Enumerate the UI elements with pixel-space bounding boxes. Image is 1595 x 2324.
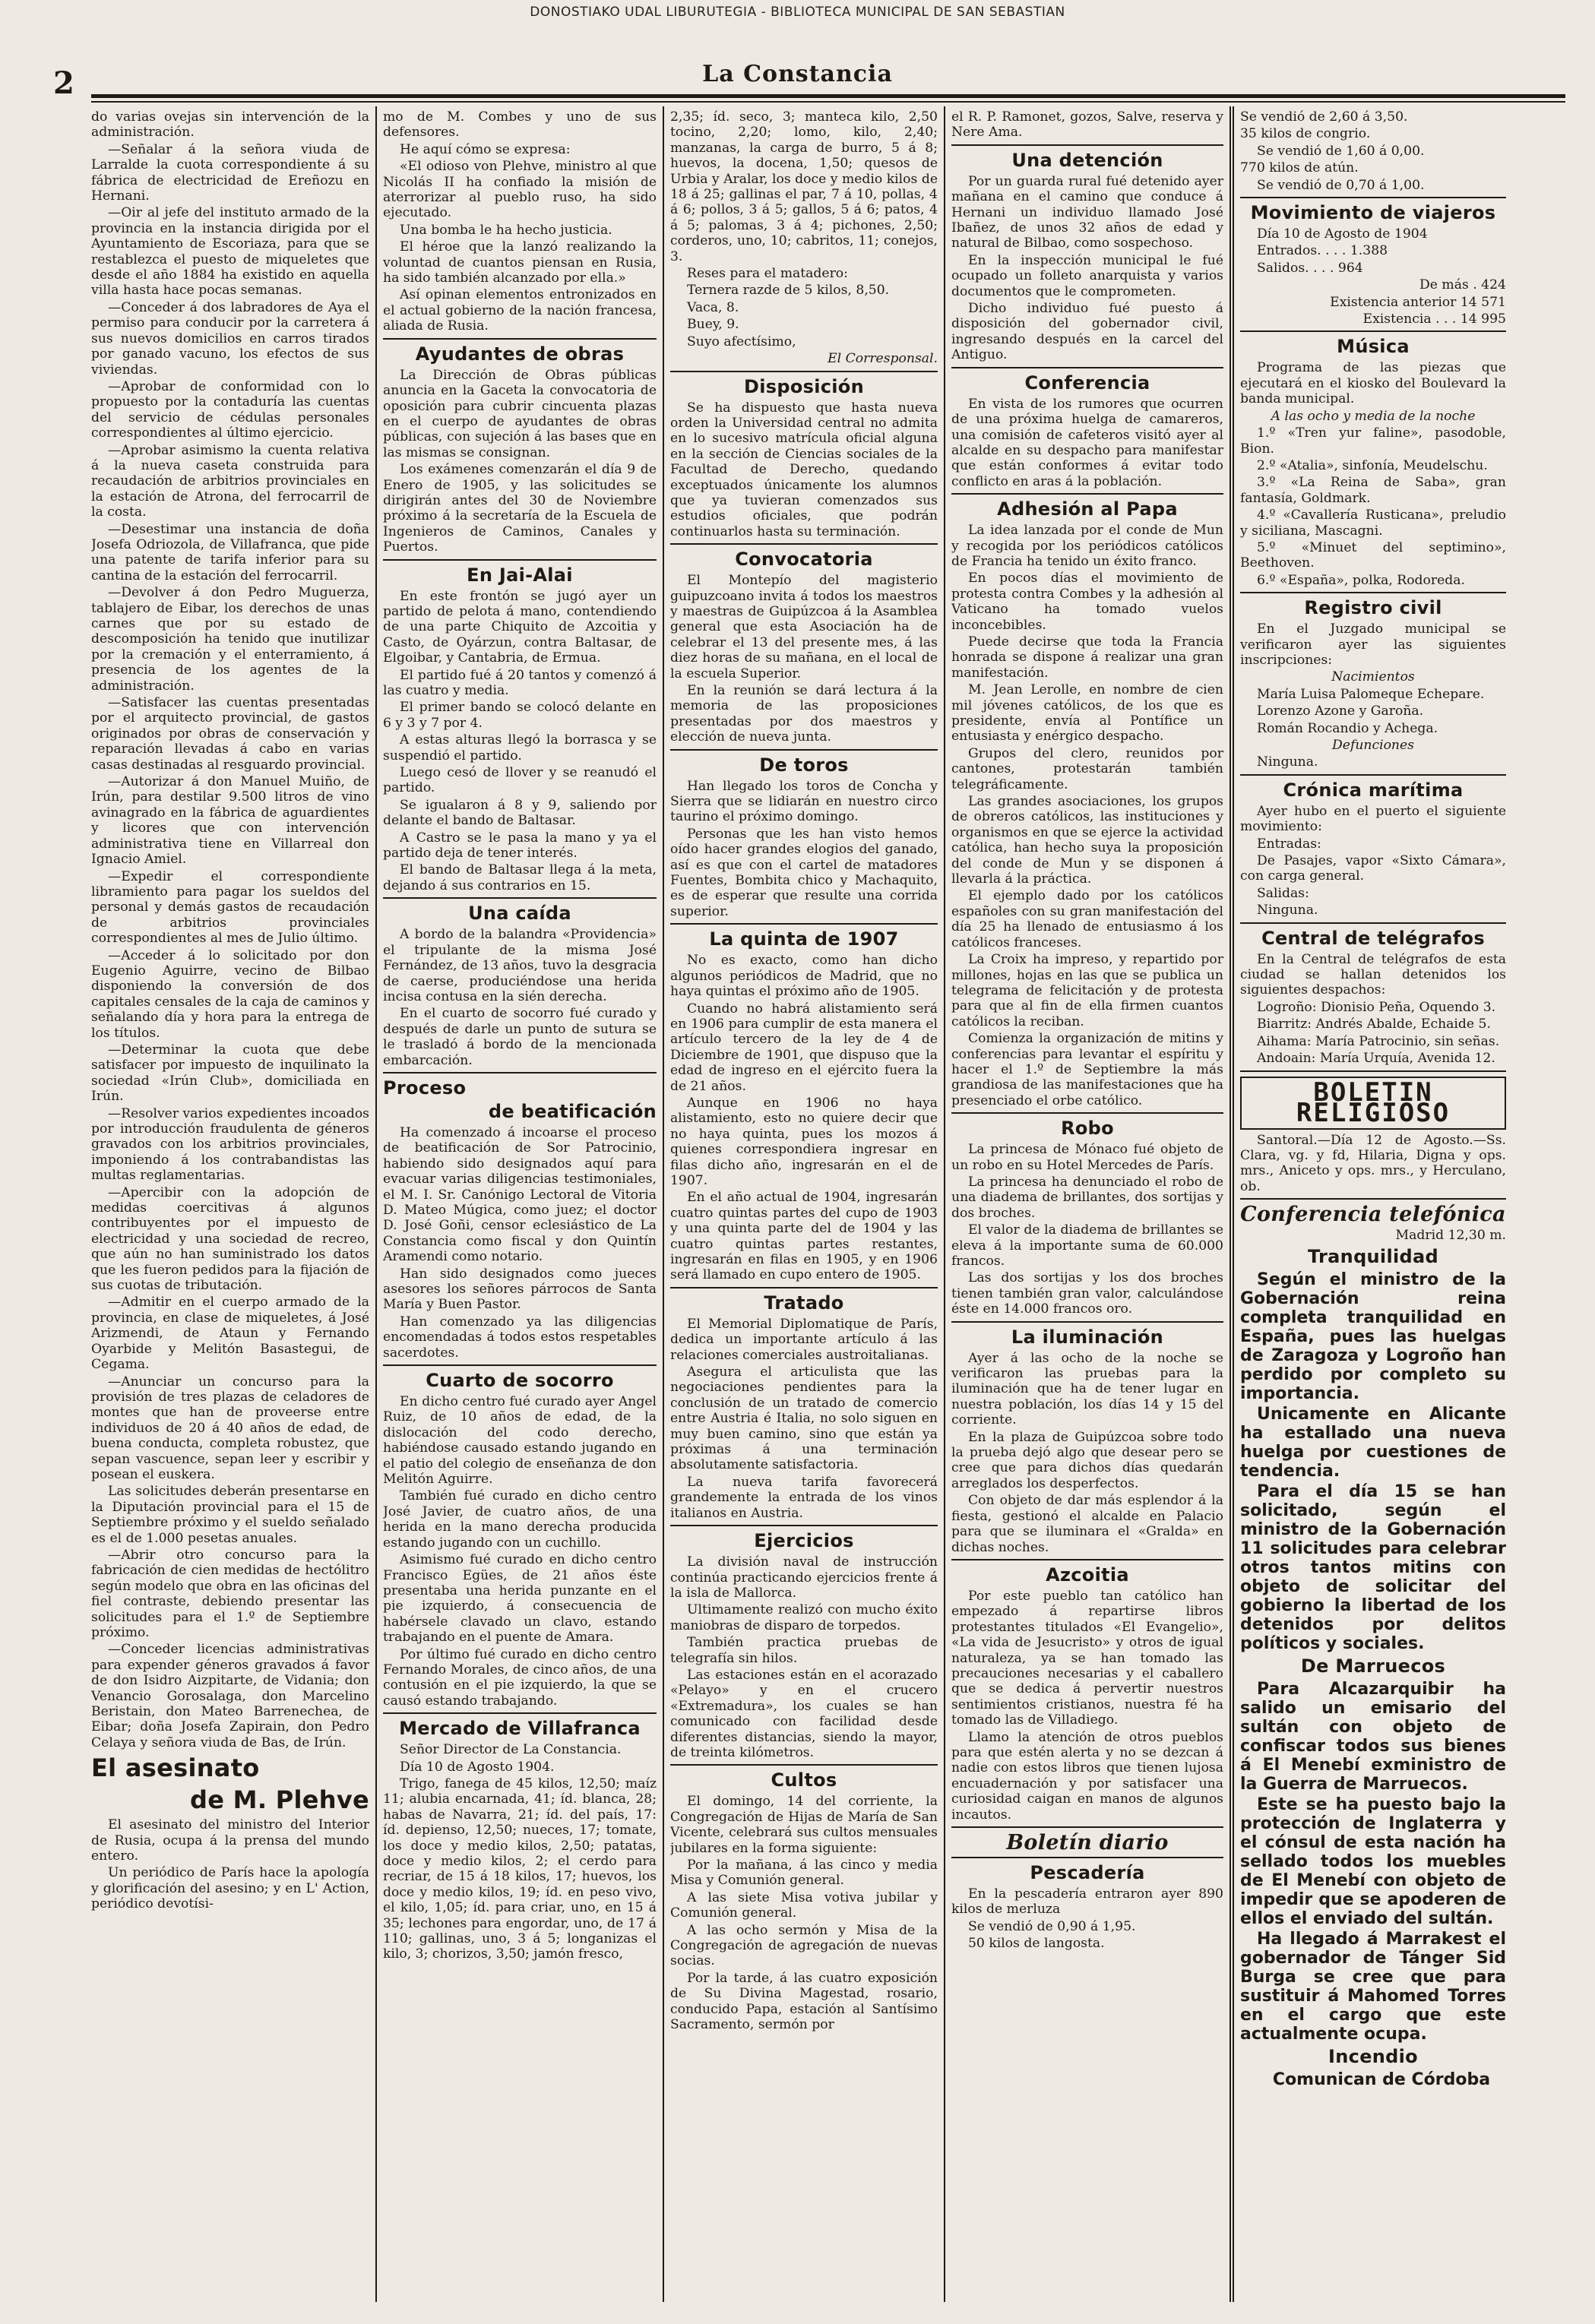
section-rule — [670, 1764, 938, 1766]
article-paragraph: —Conceder licencias administrativas para expender géneros gravados á favor de don Isidro Aizpitarte, de Vidania; don Venancio Gorosalaga, don Marcelino Beristain, don Mateo Barrenechea, de Eibar; doña Josefa Zapirain, don Pedro Celaya y señora viuda de Bas, de Irún. — [91, 1642, 369, 1750]
article-paragraph: Programa de las piezas que ejecutará en el kiosko del Boulevard la banda municipal. — [1240, 360, 1506, 407]
section-rule — [951, 1321, 1223, 1323]
article-paragraph: Por último fué curado en dicho centro Fernando Morales, de cinco años, de una contusión en el pie izquierdo, la que se causó estando trabajando. — [383, 1646, 657, 1709]
article-paragraph: Comunican de Córdoba — [1272, 2069, 1491, 2089]
article-paragraph: el R. P. Ramonet, gozos, Salve, reserva y Nere Ama. — [951, 109, 1223, 141]
article-paragraph: —Satisfacer las cuentas presentadas por el arquitecto provincial, de gastos originados por obras de conservación y reparación llevadas á cabo en varias casas destinadas al resguardo provincial. — [91, 695, 369, 773]
section-rule — [670, 923, 938, 925]
article-paragraph: Vaca, 8. — [687, 299, 739, 315]
section-rule — [1240, 1198, 1506, 1200]
archive-banner: DONOSTIAKO UDAL LIBURUTEGIA - BIBLIOTECA MUNICIPAL DE SAN SEBASTIAN — [530, 5, 1065, 20]
section-rule — [1240, 330, 1506, 332]
article-paragraph: Logroño: Dionisio Peña, Oquendo 3. — [1257, 999, 1496, 1015]
section-rule — [1240, 592, 1506, 593]
article-paragraph: A estas alturas llegó la borrasca y se suspendió el partido. — [383, 732, 657, 764]
article-paragraph: En el cuarto de socorro fué curado y después de darle un punto de sutura se le trasladó á bordo de la mencionada embarcación. — [383, 1006, 657, 1068]
article-paragraph: El asesinato del ministro del Interior de Rusia, ocupa á la prensa del mundo entero. — [91, 1817, 369, 1864]
article-paragraph: Las grandes asociaciones, los grupos de obreros católicos, las instituciones y organismos en que se ejerce la actividad católica, han hecho suya la proposición del conde de Mun y se disponen á llevarla á la práctica. — [951, 794, 1223, 887]
article-paragraph: Lorenzo Azone y Garoña. — [1257, 704, 1424, 719]
column-1 — [91, 109, 369, 2297]
article-paragraph: También practica pruebas de telegrafía sin hilos. — [670, 1635, 938, 1666]
article-paragraph: Andoain: María Urquía, Avenida 12. — [1257, 1051, 1495, 1067]
article-paragraph: Se vendió de 0,70 á 1,00. — [1257, 177, 1425, 193]
article-paragraph: El valor de la diadema de brillantes se eleva á la importante suma de 60.000 francos. — [951, 1222, 1223, 1269]
article-paragraph: 1.º «Tren yur faline», pasodoble, Bion. — [1240, 425, 1506, 457]
column-divider — [663, 106, 664, 2302]
article-paragraph: Comienza la organización de mitins y conferencias para levantar el espíritu y hacer el 1.º de Septiembre la más grandiosa de las manifestaciones que ha presenciado el orbe católico. — [951, 1031, 1223, 1108]
article-paragraph: «El odioso von Plehve, ministro al que Nicolás II ha confiado la misión de aterrorizar al pueblo ruso, ha sido ejecutado. — [383, 159, 657, 221]
article-paragraph: 770 kilos de atún. — [1240, 160, 1359, 176]
section-rule — [670, 1525, 938, 1526]
article-paragraph: Las estaciones están en el acorazado «Pelayo» y en el crucero «Extremadura», los cuales se han comunicado con facilidad desde diferentes distancias, siendo la mayor, de treinta kilómetros. — [670, 1667, 938, 1760]
column-4 — [951, 109, 1223, 2297]
article-paragraph: El Memorial Diplomatique de París, dedica un importante artículo á las relaciones comerciales austroitalianas. — [670, 1316, 938, 1363]
section-rule — [951, 1857, 1223, 1858]
article-paragraph: Ayer á las ocho de la noche se verificaron las pruebas para la iluminación que ha de tener lugar en nuestra población, los días 14 y 15 del corriente. — [951, 1350, 1223, 1428]
column-divider — [375, 106, 377, 2302]
article-paragraph: Llamo la atención de otros pueblos para que estén alerta y no se dezcan á nadie con estos libros que tienen lujosa encuadernación y por satisfacer una curiosidad caigan en manos de algunos incautos. — [951, 1729, 1223, 1823]
section-rule — [951, 1112, 1223, 1114]
article-paragraph: Salidos. . . . 964 — [1257, 260, 1363, 276]
article-paragraph: —Expedir el correspondiente libramiento para pagar los sueldos del personal y demás gastos de recaudación de arbitrios provinciales correspondientes al mes de Julio último. — [91, 868, 369, 947]
article-paragraph: Trigo, fanega de 45 kilos, 12,50; maíz 11; alubia encarnada, 41; íd. blanca, 28; habas de Navarra, 21; íd. del país, 17: íd. depienso, 12,50; nueces, 17; tomate, los doce y medio kilos, 2,50; patatas, doce y medio kilos, 2; el cerdo para recriar, de 15 á 18 kilos, 17; huevos, los doce y medio kilos, 19; íd. en peso vivo, el kilo, 1,05; íd. para criar, uno, en 15 á 35; lechones para engordar, uno, de 17 á 110; gallinas, uno, 3 á 5; longanizas el kilo, 3; chorizos, 3,50; jamón fresco, — [383, 1775, 657, 1962]
article-paragraph: Día 10 de Agosto de 1904 — [1257, 226, 1428, 242]
article-paragraph: Buey, 9. — [687, 317, 739, 333]
section-headline: Azcoitia — [1046, 1564, 1129, 1586]
section-headline: El asesinato — [91, 1753, 260, 1783]
section-headline: Mercado de Villafranca — [399, 1718, 641, 1740]
section-headline: Pescadería — [1030, 1862, 1145, 1883]
article-paragraph: Biarritz: Andrés Abalde, Echaide 5. — [1257, 1017, 1491, 1032]
article-paragraph: Cuando no habrá alistamiento será en 1906 para cumplir de esta manera el artículo tercero de la ley de 4 de Diciembre de 1901, que dispuso que la edad de ingreso en el ejército fuera la de 21 años. — [670, 1001, 938, 1094]
article-paragraph: 5.º «Minuet del septimino», Beethoven. — [1240, 539, 1506, 571]
section-rule — [951, 493, 1223, 495]
article-paragraph: Se igualaron á 8 y 9, saliendo por delante el bando de Baltasar. — [383, 797, 657, 829]
section-rule — [1240, 922, 1506, 924]
article-paragraph: Luego cesó de llover y se reanudó el partido. — [383, 765, 657, 796]
article-paragraph: Así opinan elementos entronizados en el actual gobierno de la nación francesa, aliada de Rusia. — [383, 287, 657, 334]
article-paragraph: En el Juzgado municipal se verificaron ayer las siguientes inscripciones: — [1240, 621, 1506, 668]
article-paragraph: Aihama: María Patrocinio, sin señas. — [1257, 1033, 1500, 1049]
article-paragraph: Santoral.—Día 12 de Agosto.—Ss. Clara, vg. y fd, Hilaria, Digna y ops. mrs., Aniceto y ops. mrs., y Herculano, ob. — [1240, 1132, 1506, 1194]
article-paragraph: Román Rocandio y Achega. — [1257, 720, 1438, 736]
section-headline: BOLETIN RELIGIOSO — [1240, 1077, 1506, 1130]
article-paragraph: —Autorizar á don Manuel Muiño, de Irún, para destilar 9.500 litros de vino avinagrado en la fábrica de aguardientes y licores que con intervención administrativa tiene en Villarreal don Ignacio Amiel. — [91, 774, 369, 868]
article-paragraph: Reses para el matadero: — [687, 266, 848, 282]
section-rule — [383, 1072, 657, 1073]
section-rule — [670, 1287, 938, 1288]
article-paragraph: Las dos sortijas y los dos broches tienen también gran valor, calculándose éste en 14.000 francos oro. — [951, 1270, 1223, 1317]
article-paragraph: —Acceder á lo solicitado por don Eugenio Aguirre, vecino de Bilbao disponiendo la conversión de dos capitales censales de la caja de caminos y señalando día y hora para la entrega de los títulos. — [91, 947, 369, 1041]
column-divider — [1229, 106, 1234, 2302]
article-paragraph: 3.º «La Reina de Saba», gran fantasía, Goldmark. — [1240, 475, 1506, 506]
article-paragraph: —Señalar á la señora viuda de Larralde la cuota correspondiente á su fábrica de electricidad de Ereñozu en Hernani. — [91, 141, 369, 204]
article-paragraph: Ha comenzado á incoarse el proceso de beatificación de Sor Patrocinio, habiendo sido designados aquí para evacuar varias diligencias testimoniales, el M. I. Sr. Canónigo Lectoral de Vitoria D. Mateo Múgica, como juez; el doctor D. José Goñi, censor eclesiástico de La Constancia como fiscal y don Quintín Aramendi como notario. — [383, 1124, 657, 1265]
column-3 — [670, 109, 938, 2297]
section-headline: Movimiento de viajeros — [1250, 202, 1496, 224]
article-paragraph: Puede decirse que toda la Francia honrada se dispone á realizar una gran manifestación. — [951, 634, 1223, 681]
article-paragraph: A las ocho sermón y Misa de la Congregación de agregación de nuevas socias. — [670, 1922, 938, 1969]
column-5 — [1240, 109, 1506, 2297]
section-headline: Adhesión al Papa — [997, 498, 1178, 520]
article-paragraph: La división naval de instrucción continúa practicando ejercicios frente á la isla de Mallorca. — [670, 1554, 938, 1601]
article-paragraph: He aquí cómo se expresa: — [400, 141, 571, 157]
article-paragraph: Ninguna. — [1257, 754, 1318, 770]
article-paragraph: Con objeto de dar más esplendor á la fiesta, gestionó el alcalde en Palacio para que se iluminara el «Gralda» en dichas noches. — [951, 1493, 1223, 1555]
article-paragraph: Entradas: — [1257, 836, 1321, 852]
article-paragraph: Ha llegado á Marrakest el gobernador de Tánger Sid Burga se cree que para sustituir á Mahomed Torres en el cargo que este actualmente ocupa. — [1240, 1929, 1506, 2044]
section-headline: de M. Plehve — [190, 1785, 369, 1815]
article-paragraph: Para el día 15 se han solicitado, según el ministro de la Gobernación 11 solicitudes para celebrar otros tantos mitins con objeto de solicitar del gobierno la libertad de los detenidos por delitos políticos y sociales. — [1240, 1481, 1506, 1653]
article-paragraph: Unicamente en Alicante ha estallado una nueva huelga por cuestiones de tendencia. — [1240, 1404, 1506, 1481]
article-paragraph: El Montepío del magisterio guipuzcoano invita á todos los maestros y maestras de Guipúzcoa á la Asamblea general que esta Asociación ha de celebrar el 13 del presente mes, á las diez horas de su mañana, en el local de la escuela Superior. — [670, 573, 938, 681]
masthead-rule — [91, 94, 1565, 98]
article-paragraph: Existencia anterior 14 571 — [1330, 294, 1506, 310]
article-paragraph: Asimismo fué curado en dicho centro Francisco Egües, de 21 años éste presentaba una herida punzante en el pie izquierdo, á consecuencia de habérsele clavado un clavo, estando trabajando en el puente de Amara. — [383, 1552, 657, 1646]
article-paragraph: Según el ministro de la Gobernación reina completa tranquilidad en España, pues las huelgas de Zaragoza y Logroño han perdido por completo su importancia. — [1240, 1270, 1506, 1403]
article-paragraph: Se vendió de 2,60 á 3,50. — [1240, 109, 1408, 125]
article-paragraph: Existencia . . . 14 995 — [1362, 311, 1506, 327]
section-rule — [383, 338, 657, 340]
article-paragraph: A las ocho y media de la noche — [1271, 408, 1476, 424]
article-paragraph: Han sido designados como jueces asesores los señores párrocos de Santa María y Buen Pastor. — [383, 1266, 657, 1313]
article-paragraph: Salidas: — [1257, 885, 1309, 901]
article-paragraph: Asegura el articulista que las negociaciones pendientes para la conclusión de un tratado de comercio entre Austria é Italia, no solo siguen en muy buen camino, sino que están ya próximas á una terminación absolutamente satisfactoria. — [670, 1364, 938, 1473]
article-paragraph: De Pasajes, vapor «Sixto Cámara», con carga general. — [1240, 853, 1506, 884]
section-rule — [670, 749, 938, 751]
article-paragraph: La Dirección de Obras públicas anuncia en la Gaceta la convocatoria de oposición para cubrir cincuenta plazas en el cuerpo de ayudantes de obras públicas, con sujeción á las bases que en las mismas se consignan. — [383, 367, 657, 460]
section-headline: Conferencia — [1024, 372, 1150, 394]
section-headline: Crónica marítima — [1283, 779, 1464, 801]
section-headline: Una detención — [1011, 149, 1163, 171]
article-paragraph: No es exacto, como han dicho algunos periódicos de Madrid, que no haya quintas el próximo año de 1905. — [670, 953, 938, 1000]
article-paragraph: Se vendió de 0,90 á 1,95. — [968, 1918, 1136, 1934]
article-paragraph: Ternera razde de 5 kilos, 8,50. — [687, 283, 890, 299]
article-paragraph: —Oir al jefe del instituto armado de la provincia en la instancia dirigida por el Ayuntamiento de Escoriaza, para que se restablezca el puesto de miqueletes que desde el año 1884 ha existido en aquella villa hasta hace pocas semanas. — [91, 205, 369, 299]
article-paragraph: Por un guarda rural fué detenido ayer mañana en el camino que conduce á Hernani un individuo llamado José Ibañez, de unos 32 años de edad y natural de Bilbao, como sospechoso. — [951, 173, 1223, 251]
article-paragraph: También fué curado en dicho centro José Javier, de cuatro años, de una herida en la mano derecha producida estando jugando con un cuchillo. — [383, 1488, 657, 1551]
article-paragraph: Nacimientos — [1331, 669, 1415, 685]
article-paragraph: —Admitir en el cuerpo armado de la provincia, en clase de miqueletes, á José Arizmendi, de Ataun y Fernando Oyarbide y Melitón Basastegui, de Cegama. — [91, 1295, 369, 1373]
article-paragraph: En el año actual de 1904, ingresarán cuatro quintas partes del cupo de 1903 y una quinta parte del de 1904 y las cuatro quintas partes restantes, ingresarán en filas en 1905, y en 1906 será llamado en cupo entero de 1905. — [670, 1190, 938, 1283]
article-paragraph: Defunciones — [1332, 738, 1414, 753]
article-paragraph: Han comenzado ya las diligencias encomendadas á todos estos respetables sacerdotes. — [383, 1314, 657, 1361]
article-paragraph: —Desestimar una instancia de doña Josefa Odriozola, de Villafranca, que pide una patente de tarifa inferior para su cantina de la estación del ferrocarril. — [91, 521, 369, 583]
article-paragraph: A Castro se le pasa la mano y ya el partido deja de tener interés. — [383, 830, 657, 862]
section-headline: Boletín diario — [1006, 1831, 1169, 1854]
article-paragraph: —Aprobar de conformidad con lo propuesto por la contaduría las cuentas del servicio de cédulas personales correspondientes al último ejercicio. — [91, 378, 369, 441]
section-headline: Incendio — [1328, 2045, 1418, 2067]
section-rule — [951, 1559, 1223, 1560]
masthead-rule-thin — [91, 101, 1565, 103]
section-headline: Central de telégrafos — [1261, 927, 1485, 949]
article-paragraph: Por la tarde, á las cuatro exposición de Su Divina Magestad, rosario, conducido Papa, estación al Santísimo Sacramento, sermón por — [670, 1970, 938, 2033]
article-paragraph: —Conceder á dos labradores de Aya el permiso para conducir por la carretera á sus nuevos domicilios en carros tirados por ganado vacuno, los efectos de sus viviendas. — [91, 299, 369, 378]
section-headline: Registro civil — [1304, 597, 1442, 619]
article-paragraph: M. Jean Lerolle, en nombre de cien mil jóvenes católicos, de los que es presidente, envía al Pontífice un entusiasta y enérgico despacho. — [951, 682, 1223, 745]
article-paragraph: Madrid 12,30 m. — [1395, 1228, 1506, 1244]
article-paragraph: 50 kilos de langosta. — [968, 1936, 1105, 1952]
article-paragraph: Las solicitudes deberán presentarse en la Diputación provincial para el 15 de Septiembre próximo y el sueldo señalado es el de 1.000 pesetas anuales. — [91, 1484, 369, 1546]
section-rule — [951, 367, 1223, 368]
article-paragraph: Suyo afectísimo, — [687, 334, 796, 349]
article-paragraph: —Resolver varios expedientes incoados por introducción fraudulenta de géneros gravados con los arbitrios provinciales, imponiendo á los contrabandistas las multas reglamentarias. — [91, 1105, 369, 1184]
article-paragraph: Grupos del clero, reunidos por cantones, protestarán también telegráficamente. — [951, 745, 1223, 792]
article-paragraph: La princesa de Mónaco fué objeto de un robo en su Hotel Mercedes de París. — [951, 1142, 1223, 1173]
section-rule — [670, 543, 938, 545]
section-rule — [951, 1826, 1223, 1828]
article-paragraph: Ultimamente realizó con mucho éxito maniobras de disparo de torpedos. — [670, 1602, 938, 1633]
section-headline: En Jai-Alai — [467, 564, 573, 586]
section-headline: Música — [1337, 336, 1410, 358]
article-paragraph: La princesa ha denunciado el robo de una diadema de brillantes, dos sortijas y dos broches. — [951, 1174, 1223, 1221]
section-headline: Cuarto de socorro — [426, 1370, 614, 1392]
section-rule — [383, 1364, 657, 1366]
article-paragraph: María Luisa Palomeque Echepare. — [1257, 686, 1485, 702]
page-number: 2 — [53, 65, 74, 101]
article-paragraph: 6.º «España», polka, Rodoreda. — [1257, 572, 1466, 588]
article-paragraph: —Aprobar asimismo la cuenta relativa á la nueva caseta construida para recaudación de arbitrios provinciales en la estación de Atrona, del ferrocarril de la costa. — [91, 442, 369, 520]
article-paragraph: Dicho individuo fué puesto á disposición del gobernador civil, ingresando después en la carcel del Antiguo. — [951, 301, 1223, 363]
section-headline: Robo — [1061, 1118, 1114, 1140]
article-paragraph: Han llegado los toros de Concha y Sierra que se lidiarán en nuestro circo taurino el próximo domingo. — [670, 778, 938, 825]
article-paragraph: De más . 424 — [1419, 277, 1506, 293]
article-paragraph: Para Alcazarquibir ha salido un emisario del sultán con objeto de confiscar todos sus bienes á El Menebí exministro de la Guerra de Marruecos. — [1240, 1679, 1506, 1794]
article-paragraph: Por este pueblo tan católico han empezado á repartirse libros protestantes titulados «El Evangelio», «La vida de Jesucristo» y otros de igual naturaleza, ya se han tomado las precauciones necesarias y el caballero que se dedica á pervertir nuestros sentimientos cristianos, nuestra fé ha tomado las de Villadiego. — [951, 1588, 1223, 1728]
section-headline: Tratado — [764, 1292, 844, 1314]
article-paragraph: El héroe que la lanzó realizando la voluntad de cuantos piensan en Rusia, ha sido también alcanzado por ella.» — [383, 239, 657, 286]
article-paragraph: Se vendió de 1,60 á 0,00. — [1257, 143, 1425, 159]
section-headline: Disposición — [744, 375, 864, 397]
section-headline: Cultos — [771, 1769, 837, 1791]
article-paragraph: Se ha dispuesto que hasta nueva orden la Universidad central no admita en lo sucesivo matrícula oficial alguna en la sección de Ciencias sociales de la Facultad de Derecho, quedando exceptuados únicamente los alumnos que ya tuvieran comenzados sus estudios oficiales, que podrán continuarlos hasta su terminación. — [670, 400, 938, 539]
article-paragraph: —Apercibir con la adopción de medidas coercitivas á algunos contribuyentes por el impuesto de electricidad y una sociedad de recreo, que aún no han suministrado los datos que les fueron pedidos para la fijación de sus cuotas de tributación. — [91, 1184, 369, 1294]
article-paragraph: El domingo, 14 del corriente, la Congregación de Hijas de María de San Vicente, celebrará sus cultos mensuales jubilares en la forma siguiente: — [670, 1794, 938, 1856]
article-paragraph: 35 kilos de congrio. — [1240, 126, 1371, 142]
section-rule — [383, 1712, 657, 1714]
article-paragraph: Los exámenes comenzarán el día 9 de Enero de 1905, y las solicitudes se dirigirán antes del 30 de Noviembre próximo á la secretaría de la Escuela de Ingenieros de Caminos, Canales y Puertos. — [383, 462, 657, 555]
article-paragraph: El ejemplo dado por los católicos españoles con su gran manifestación del día 25 ha llenado de entusiasmo á los católicos franceses. — [951, 888, 1223, 950]
article-paragraph: Ayer hubo en el puerto el siguiente movimiento: — [1240, 803, 1506, 835]
article-paragraph: Un periódico de París hace la apología y glorificación del asesino; y en L' Action, periódico devotísi- — [91, 1865, 369, 1912]
column-2 — [383, 109, 657, 2297]
section-headline: La iluminación — [1011, 1326, 1164, 1348]
article-paragraph: En este frontón se jugó ayer un partido de pelota á mano, contendiendo de una parte Chiquito de Azcoitia y Casto, de Oyárzun, contra Baltasar, de Elgoibar, y Cantabria, de Ermua. — [383, 588, 657, 666]
column-divider — [944, 106, 945, 2302]
article-paragraph: Señor Director de La Constancia. — [400, 1742, 622, 1758]
article-paragraph: El primer bando se colocó delante en 6 y 3 y 7 por 4. — [383, 700, 657, 731]
article-paragraph: Personas que les han visto hemos oído hacer grandes elogios del ganado, así es que con el cartel de matadores Fuentes, Bombita chico y Machaquito, es de esperar que resulte una corrida superior. — [670, 826, 938, 919]
section-headline: Una caída — [468, 903, 571, 925]
section-rule — [951, 144, 1223, 146]
section-rule — [1240, 197, 1506, 198]
article-paragraph: La Croix ha impreso, y repartido por millones, hojas en las que se publica un telegrama de felicitación y de protesta para que al fin de ella firmen cuantos católicos la reciban. — [951, 952, 1223, 1029]
section-rule — [383, 897, 657, 899]
article-paragraph: —Abrir otro concurso para la fabricación de cien medidas de hectólitro según modelo que obra en las oficinas del fiel contraste, debiendo presentar las solicitudes para el 1.º de Septiembre próximo. — [91, 1547, 369, 1640]
article-paragraph: —Devolver á don Pedro Muguerza, tablajero de Eibar, los derechos de unas carnes que por su estado de descomposición ha tenido que inutilizar por la cremación y el enterramiento, á presencia de los agentes de la administración. — [91, 585, 369, 694]
article-paragraph: En dicho centro fué curado ayer Angel Ruiz, de 10 años de edad, de la dislocación del codo derecho, habiéndose causado estando jugando en el patio del colegio de enseñanza de don Melitón Aguirre. — [383, 1394, 657, 1488]
section-headline: Proceso — [383, 1077, 467, 1099]
article-paragraph: 2.º «Atalia», sinfonía, Meudelschu. — [1257, 457, 1488, 473]
article-paragraph: En vista de los rumores que ocurren de una próxima huelga de camareros, una comisión de cafeteros visitó ayer al alcalde en su despacho para manifestar que están conformes á evitar todo conflicto en aras á la población. — [951, 396, 1223, 489]
section-headline: de beatificación — [488, 1100, 657, 1122]
article-paragraph: En pocos días el movimiento de protesta contra Combes y la adhesión al Vaticano ha tomado vuelos inconcebibles. — [951, 571, 1223, 633]
section-rule — [670, 371, 938, 372]
article-paragraph: En la plaza de Guipúzcoa sobre todo la prueba dejó algo que desear pero se cree que para dichos días quedarán arreglados los desperfectos. — [951, 1429, 1223, 1491]
article-paragraph: Aunque en 1906 no haya alistamiento, esto no quiere decir que no haya quinta, pues los mozos á quienes correspondiera ingresar en filas dicho año, ingresarán en el de 1907. — [670, 1095, 938, 1188]
section-headline: Ayudantes de obras — [415, 343, 625, 365]
article-paragraph: Por la mañana, á las cinco y media Misa y Comunión general. — [670, 1858, 938, 1889]
article-paragraph: El partido fué á 20 tantos y comenzó á las cuatro y media. — [383, 667, 657, 698]
article-paragraph: mo de M. Combes y uno de sus defensores. — [383, 109, 657, 141]
article-paragraph: A las siete Misa votiva jubilar y Comunión general. — [670, 1889, 938, 1921]
article-paragraph: En la Central de telégrafos de esta ciudad se hallan detenidos los siguientes despachos: — [1240, 951, 1506, 998]
section-rule — [1240, 1070, 1506, 1072]
section-headline: Tranquilidad — [1308, 1245, 1438, 1267]
article-paragraph: 4.º «Cavallería Rusticana», preludio y siciliana, Mascagni. — [1240, 507, 1506, 539]
article-paragraph: El Corresponsal. — [828, 351, 938, 367]
article-paragraph: do varias ovejas sin intervención de la administración. — [91, 109, 369, 141]
section-headline: Conferencia telefónica — [1240, 1203, 1506, 1227]
article-paragraph: Día 10 de Agosto 1904. — [400, 1759, 555, 1775]
article-paragraph: 2,35; íd. seco, 3; manteca kilo, 2,50 tocino, 2,20; lomo, kilo, 2,40; manzanas, la carga de burro, 5 á 8; huevos, la docena, 1,50; quesos de Urbia y Aralar, los doce y medio kilos de 18 á 25; gallinas el par, 7 á 10, pollas, 4 á 6; pollos, 3 á 5; gallos, 5 á 6; patos, 4 á 5; palomas, 3 á 4; pichones, 2,50; corderos, uno, 10; cabritos, 11; conejos, 3. — [670, 109, 938, 264]
article-paragraph: El bando de Baltasar llega á la meta, dejando á sus contrarios en 15. — [383, 862, 657, 893]
article-paragraph: A bordo de la balandra «Providencia» el tripulante de la misma José Fernández, de 13 años, tuvo la desgracia de caerse, produciéndose una herida incisa contusa en la sién derecha. — [383, 927, 657, 1004]
section-rule — [1240, 774, 1506, 776]
article-paragraph: En la inspección municipal le fué ocupado un folleto anarquista y varios documentos que le comprometen. — [951, 252, 1223, 299]
article-paragraph: Una bomba le ha hecho justicia. — [400, 222, 612, 238]
article-paragraph: En la pescadería entraron ayer 890 kilos de merluza — [951, 1886, 1223, 1918]
section-headline: De Marruecos — [1300, 1655, 1446, 1677]
section-headline: Ejercicios — [754, 1530, 854, 1552]
article-paragraph: La nueva tarifa favorecerá grandemente la entrada de los vinos italianos en Austria. — [670, 1474, 938, 1521]
article-paragraph: En la reunión se dará lectura á la memoria de las proposiciones presentadas por dos maestros y elección de nueva junta. — [670, 683, 938, 745]
article-paragraph: La idea lanzada por el conde de Mun y recogida por los periódicos católicos de Francia ha tenido un éxito franco. — [951, 523, 1223, 569]
section-headline: La quinta de 1907 — [709, 928, 899, 950]
section-headline: Convocatoria — [735, 549, 873, 571]
article-paragraph: Este se ha puesto bajo la protección de Inglaterra y el cónsul de esta nación ha sellado todos los muebles de El Menebí con objeto de impedir que se apoderen de ellos el enviado del sultán. — [1240, 1794, 1506, 1928]
article-paragraph: —Determinar la cuota que debe satisfacer por impuesto de inquilinato la sociedad «Irún Club», domiciliada en Irún. — [91, 1042, 369, 1105]
section-headline: De toros — [759, 754, 849, 776]
section-rule — [383, 559, 657, 561]
article-paragraph: Entrados. . . . 1.388 — [1257, 243, 1388, 259]
newspaper-masthead: La Constancia — [702, 61, 893, 87]
article-paragraph: Ninguna. — [1257, 903, 1318, 919]
article-paragraph: —Anunciar un concurso para la provisión de tres plazas de celadores de montes que han de proveerse entre individuos de 20 á 40 años de edad, de buena conducta, completa robustez, que sepan vascuence, sepan leer y escribir y posean el euskera. — [91, 1374, 369, 1482]
